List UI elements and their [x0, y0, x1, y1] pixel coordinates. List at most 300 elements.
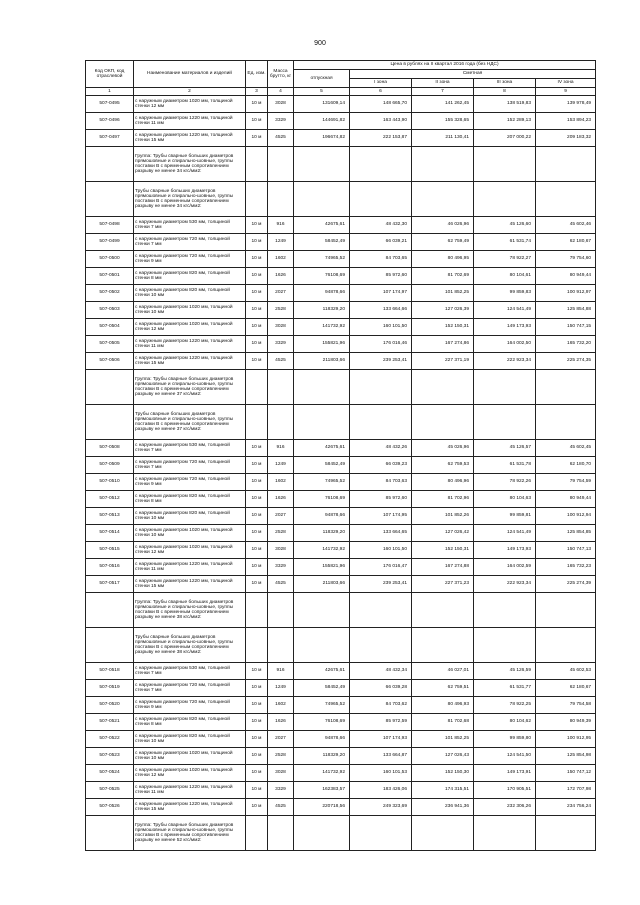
code-cell: 507-0510	[86, 474, 134, 491]
empty-cell	[412, 593, 474, 628]
unit-cell: 10 м	[246, 748, 268, 765]
mass-cell: 1626	[268, 268, 294, 285]
release-price-cell: 162383,57	[294, 782, 350, 799]
name-cell: с наружным диаметром 530 мм, толщиной стенки 7 мм	[134, 217, 246, 234]
unit-cell: 10 м	[246, 782, 268, 799]
zone-3-price-cell: 149 173,93	[474, 319, 536, 336]
table-row	[86, 474, 596, 491]
zone-1-price-cell: 107 174,95	[350, 508, 412, 525]
header-zone-3: III зона	[474, 79, 536, 88]
code-cell: 507-0522	[86, 731, 134, 748]
release-price-cell: 58452,49	[294, 680, 350, 697]
unit-cell: 10 м	[246, 113, 268, 130]
empty-cell	[474, 182, 536, 217]
zone-1-price-cell: 163 443,90	[350, 113, 412, 130]
unit-cell: 10 м	[246, 474, 268, 491]
zone-2-price-cell: 101 852,26	[412, 508, 474, 525]
zone-2-price-cell: 62 759,53	[412, 457, 474, 474]
table-row	[86, 799, 596, 816]
release-price-cell: 211803,66	[294, 353, 350, 370]
mass-cell: 2528	[268, 525, 294, 542]
group-row	[86, 593, 596, 628]
code-cell	[86, 593, 134, 628]
empty-cell	[412, 628, 474, 663]
name-cell: с наружным диаметром 1020 мм, толщиной стенки 10 мм	[134, 302, 246, 319]
release-price-cell: 220718,56	[294, 799, 350, 816]
unit-cell: 10 м	[246, 234, 268, 251]
name-cell: с наружным диаметром 1220 мм, толщиной стенки 11 мм	[134, 782, 246, 799]
group-name-cell: Группа: Трубы сварные больших диаметров прямошовные и спирально-шовные, группы поставки В с временным сопротивлением разрыву не менее 34 кгс/мм2:	[134, 147, 246, 182]
table-row	[86, 217, 596, 234]
table-row	[86, 113, 596, 130]
code-cell: 507-0508	[86, 440, 134, 457]
mass-cell: 1249	[268, 457, 294, 474]
unit-cell: 10 м	[246, 302, 268, 319]
unit-cell: 10 м	[246, 96, 268, 113]
zone-2-price-cell: 167 274,88	[412, 559, 474, 576]
table-row	[86, 765, 596, 782]
empty-cell	[350, 816, 412, 851]
mass-cell: 4525	[268, 353, 294, 370]
empty-cell	[268, 628, 294, 663]
zone-3-price-cell: 99 859,83	[474, 285, 536, 302]
zone-4-price-cell: 100 912,95	[536, 731, 596, 748]
empty-cell	[536, 370, 596, 405]
name-cell: с наружным диаметром 1220 мм, толщиной стенки 15 мм	[134, 130, 246, 147]
zone-4-price-cell: 172 707,98	[536, 782, 596, 799]
empty-cell	[268, 182, 294, 217]
code-cell	[86, 370, 134, 405]
zone-2-price-cell: 81 702,69	[412, 268, 474, 285]
empty-cell	[246, 182, 268, 217]
release-price-cell: 155821,96	[294, 559, 350, 576]
zone-2-price-cell: 141 262,45	[412, 96, 474, 113]
name-cell: с наружным диаметром 820 мм, толщиной стенки 8 мм	[134, 268, 246, 285]
mass-cell: 3329	[268, 559, 294, 576]
empty-cell	[246, 370, 268, 405]
unit-cell: 10 м	[246, 542, 268, 559]
code-cell: 507-0512	[86, 491, 134, 508]
zone-3-price-cell: 45 126,60	[474, 217, 536, 234]
empty-cell	[474, 370, 536, 405]
empty-cell	[268, 147, 294, 182]
table-row	[86, 663, 596, 680]
empty-cell	[350, 370, 412, 405]
header-price-caption: Цена в рублях на II квартал 2016 года (без НДС)	[294, 61, 596, 70]
empty-cell	[350, 628, 412, 663]
zone-2-price-cell: 127 026,39	[412, 302, 474, 319]
empty-cell	[246, 405, 268, 440]
zone-3-price-cell: 80 104,62	[474, 714, 536, 731]
zone-4-price-cell: 79 754,58	[536, 697, 596, 714]
zone-4-price-cell: 100 912,97	[536, 285, 596, 302]
zone-2-price-cell: 152 150,31	[412, 542, 474, 559]
zone-4-price-cell: 139 978,49	[536, 96, 596, 113]
zone-3-price-cell: 99 859,81	[474, 508, 536, 525]
name-cell: с наружным диаметром 720 мм, толщиной стенки 9 мм	[134, 697, 246, 714]
zone-1-price-cell: 84 703,65	[350, 251, 412, 268]
group-row	[86, 405, 596, 440]
zone-3-price-cell: 61 531,77	[474, 680, 536, 697]
empty-cell	[412, 182, 474, 217]
zone-3-price-cell: 80 104,61	[474, 268, 536, 285]
zone-2-price-cell: 45 026,96	[412, 440, 474, 457]
zone-3-price-cell: 78 922,25	[474, 697, 536, 714]
unit-cell: 10 м	[246, 336, 268, 353]
group-name-cell: Трубы сварные больших диаметров прямошовные и спирально-шовные, группы поставки В с временным сопротивлением разрыву не менее 37 кгс/мм2:	[134, 405, 246, 440]
zone-4-price-cell: 150 747,13	[536, 542, 596, 559]
release-price-cell: 141732,92	[294, 319, 350, 336]
empty-cell	[536, 182, 596, 217]
zone-4-price-cell: 79 754,59	[536, 474, 596, 491]
group-row	[86, 370, 596, 405]
zone-3-price-cell: 207 000,22	[474, 130, 536, 147]
zone-2-price-cell: 101 852,25	[412, 285, 474, 302]
empty-cell	[246, 628, 268, 663]
release-price-cell: 118329,20	[294, 748, 350, 765]
zone-4-price-cell: 45 602,45	[536, 440, 596, 457]
name-cell: с наружным диаметром 820 мм, толщиной стенки 8 мм	[134, 491, 246, 508]
empty-cell	[246, 816, 268, 851]
zone-3-price-cell: 124 541,50	[474, 748, 536, 765]
name-cell: с наружным диаметром 1020 мм, толщиной стенки 12 мм	[134, 319, 246, 336]
unit-cell: 10 м	[246, 491, 268, 508]
zone-3-price-cell: 45 126,59	[474, 663, 536, 680]
empty-cell	[294, 628, 350, 663]
mass-cell: 3028	[268, 542, 294, 559]
zone-2-price-cell: 211 130,41	[412, 130, 474, 147]
header-unit: Ед. изм.	[246, 61, 268, 88]
zone-3-price-cell: 222 923,34	[474, 576, 536, 593]
zone-2-price-cell: 80 496,93	[412, 697, 474, 714]
empty-cell	[350, 182, 412, 217]
group-row	[86, 182, 596, 217]
empty-cell	[412, 147, 474, 182]
code-cell: 507-0496	[86, 113, 134, 130]
zone-1-price-cell: 160 101,53	[350, 765, 412, 782]
empty-cell	[294, 405, 350, 440]
code-cell: 507-0498	[86, 217, 134, 234]
table-row	[86, 680, 596, 697]
code-cell: 507-0500	[86, 251, 134, 268]
unit-cell: 10 м	[246, 457, 268, 474]
header-estimate-price: Сметная	[350, 70, 596, 79]
name-cell: с наружным диаметром 1220 мм, толщиной стенки 11 мм	[134, 113, 246, 130]
release-price-cell: 94878,66	[294, 285, 350, 302]
zone-1-price-cell: 239 253,41	[350, 576, 412, 593]
release-price-cell: 74965,52	[294, 697, 350, 714]
empty-cell	[350, 405, 412, 440]
zone-2-price-cell: 46 026,96	[412, 217, 474, 234]
empty-cell	[412, 405, 474, 440]
zone-1-price-cell: 48 432,26	[350, 440, 412, 457]
release-price-cell: 42675,61	[294, 217, 350, 234]
zone-2-price-cell: 80 496,96	[412, 474, 474, 491]
table-row	[86, 319, 596, 336]
group-row	[86, 147, 596, 182]
unit-cell: 10 м	[246, 217, 268, 234]
zone-1-price-cell: 160 101,50	[350, 319, 412, 336]
code-cell: 507-0526	[86, 799, 134, 816]
name-cell: с наружным диаметром 820 мм, толщиной стенки 10 мм	[134, 731, 246, 748]
empty-cell	[350, 593, 412, 628]
code-cell	[86, 147, 134, 182]
table-row	[86, 302, 596, 319]
mass-cell: 1602	[268, 697, 294, 714]
header-mass: Масса брутто, кг	[268, 61, 294, 88]
zone-2-price-cell: 46 027,01	[412, 663, 474, 680]
name-cell: с наружным диаметром 720 мм, толщиной стенки 7 мм	[134, 680, 246, 697]
page-number: 900	[314, 40, 326, 47]
release-price-cell: 118329,20	[294, 525, 350, 542]
zone-4-price-cell: 62 180,67	[536, 680, 596, 697]
code-cell: 507-0504	[86, 319, 134, 336]
unit-cell: 10 м	[246, 731, 268, 748]
name-cell: с наружным диаметром 820 мм, толщиной стенки 10 мм	[134, 508, 246, 525]
zone-2-price-cell: 127 026,43	[412, 748, 474, 765]
code-cell: 507-0509	[86, 457, 134, 474]
empty-cell	[474, 147, 536, 182]
mass-cell: 3028	[268, 96, 294, 113]
unit-cell: 10 м	[246, 680, 268, 697]
unit-cell: 10 м	[246, 663, 268, 680]
table-row	[86, 525, 596, 542]
empty-cell	[474, 628, 536, 663]
table-row	[86, 491, 596, 508]
zone-1-price-cell: 148 665,70	[350, 96, 412, 113]
empty-cell	[412, 816, 474, 851]
mass-cell: 3329	[268, 782, 294, 799]
release-price-cell: 42675,61	[294, 663, 350, 680]
zone-1-price-cell: 239 253,41	[350, 353, 412, 370]
mass-cell: 4525	[268, 130, 294, 147]
zone-1-price-cell: 85 972,60	[350, 268, 412, 285]
table-row	[86, 234, 596, 251]
code-cell: 507-0518	[86, 663, 134, 680]
zone-3-price-cell: 80 104,63	[474, 491, 536, 508]
zone-3-price-cell: 78 922,27	[474, 251, 536, 268]
header-zone-1: I зона	[350, 79, 412, 88]
price-table	[85, 60, 596, 851]
release-price-cell: 74965,52	[294, 251, 350, 268]
code-cell: 507-0505	[86, 336, 134, 353]
name-cell: с наружным диаметром 530 мм, толщиной стенки 7 мм	[134, 663, 246, 680]
release-price-cell: 76108,69	[294, 491, 350, 508]
release-price-cell: 141732,92	[294, 765, 350, 782]
group-name-cell: Трубы сварные больших диаметров прямошовные и спирально-шовные, группы поставки В с временным сопротивлением разрыву не менее 34 кгс/мм2:	[134, 182, 246, 217]
zone-3-price-cell: 61 531,78	[474, 457, 536, 474]
zone-4-price-cell: 125 854,98	[536, 748, 596, 765]
group-name-cell: Трубы сварные больших диаметров прямошовные и спирально-шовные, группы поставки В с временным сопротивлением разрыву не менее 38 кгс/мм2:	[134, 628, 246, 663]
zone-4-price-cell: 209 183,32	[536, 130, 596, 147]
mass-cell: 1602	[268, 251, 294, 268]
zone-2-price-cell: 80 496,95	[412, 251, 474, 268]
group-name-cell: Группа: Трубы сварные больших диаметров прямошовные и спирально-шовные, группы поставки В с временным сопротивлением разрыву не менее 38 кгс/мм2:	[134, 593, 246, 628]
zone-2-price-cell: 155 328,65	[412, 113, 474, 130]
mass-cell: 2027	[268, 285, 294, 302]
zone-4-price-cell: 125 854,85	[536, 525, 596, 542]
zone-4-price-cell: 165 732,20	[536, 336, 596, 353]
name-cell: с наружным диаметром 720 мм, толщиной стенки 9 мм	[134, 474, 246, 491]
zone-1-price-cell: 160 101,50	[350, 542, 412, 559]
table-row	[86, 782, 596, 799]
zone-2-price-cell: 152 150,30	[412, 765, 474, 782]
zone-4-price-cell: 62 180,67	[536, 234, 596, 251]
name-cell: с наружным диаметром 1020 мм, толщиной стенки 12 мм	[134, 96, 246, 113]
table-row	[86, 714, 596, 731]
zone-2-price-cell: 227 371,23	[412, 576, 474, 593]
release-price-cell: 76108,69	[294, 714, 350, 731]
name-cell: с наружным диаметром 820 мм, толщиной стенки 8 мм	[134, 714, 246, 731]
empty-cell	[246, 593, 268, 628]
header-zone-2: II зона	[412, 79, 474, 88]
mass-cell: 4525	[268, 799, 294, 816]
release-price-cell: 58452,49	[294, 234, 350, 251]
column-numbers-row	[86, 88, 596, 96]
empty-cell	[350, 147, 412, 182]
code-cell	[86, 405, 134, 440]
code-cell: 507-0519	[86, 680, 134, 697]
zone-1-price-cell: 176 016,46	[350, 336, 412, 353]
table-row	[86, 559, 596, 576]
table-row	[86, 353, 596, 370]
zone-1-price-cell: 48 432,34	[350, 663, 412, 680]
zone-4-price-cell: 100 912,94	[536, 508, 596, 525]
empty-cell	[536, 405, 596, 440]
name-cell: с наружным диаметром 720 мм, толщиной стенки 7 мм	[134, 457, 246, 474]
zone-1-price-cell: 183 426,06	[350, 782, 412, 799]
empty-cell	[294, 370, 350, 405]
zone-2-price-cell: 167 274,86	[412, 336, 474, 353]
mass-cell: 3329	[268, 113, 294, 130]
zone-1-price-cell: 133 664,65	[350, 525, 412, 542]
header-name: Наименование материалов и изделий	[134, 61, 246, 88]
empty-cell	[294, 816, 350, 851]
column-number: 5	[294, 88, 350, 96]
zone-4-price-cell: 225 274,39	[536, 576, 596, 593]
column-number: 1	[86, 88, 134, 96]
empty-cell	[246, 147, 268, 182]
name-cell: с наружным диаметром 720 мм, толщиной стенки 9 мм	[134, 251, 246, 268]
zone-1-price-cell: 133 664,66	[350, 302, 412, 319]
unit-cell: 10 м	[246, 799, 268, 816]
zone-2-price-cell: 152 150,31	[412, 319, 474, 336]
code-cell: 507-0497	[86, 130, 134, 147]
zone-2-price-cell: 62 759,49	[412, 234, 474, 251]
empty-cell	[294, 147, 350, 182]
header-zone-4: IV зона	[536, 79, 596, 88]
zone-3-price-cell: 149 173,93	[474, 542, 536, 559]
empty-cell	[536, 628, 596, 663]
empty-cell	[412, 370, 474, 405]
mass-cell: 916	[268, 440, 294, 457]
zone-4-price-cell: 80 949,44	[536, 491, 596, 508]
name-cell: с наружным диаметром 1020 мм, толщиной стенки 10 мм	[134, 525, 246, 542]
release-price-cell: 74965,52	[294, 474, 350, 491]
release-price-cell: 155821,96	[294, 336, 350, 353]
empty-cell	[268, 593, 294, 628]
empty-cell	[294, 593, 350, 628]
mass-cell: 916	[268, 663, 294, 680]
mass-cell: 1249	[268, 680, 294, 697]
table-row	[86, 268, 596, 285]
name-cell: с наружным диаметром 530 мм, толщиной стенки 7 мм	[134, 440, 246, 457]
release-price-cell: 42675,61	[294, 440, 350, 457]
unit-cell: 10 м	[246, 714, 268, 731]
empty-cell	[536, 593, 596, 628]
mass-cell: 3028	[268, 319, 294, 336]
table-row	[86, 508, 596, 525]
unit-cell: 10 м	[246, 765, 268, 782]
code-cell: 507-0520	[86, 697, 134, 714]
zone-4-price-cell: 165 732,23	[536, 559, 596, 576]
unit-cell: 10 м	[246, 440, 268, 457]
mass-cell: 2027	[268, 508, 294, 525]
name-cell: с наружным диаметром 820 мм, толщиной стенки 10 мм	[134, 285, 246, 302]
unit-cell: 10 м	[246, 576, 268, 593]
unit-cell: 10 м	[246, 130, 268, 147]
table-row	[86, 697, 596, 714]
zone-1-price-cell: 133 664,87	[350, 748, 412, 765]
unit-cell: 10 м	[246, 268, 268, 285]
mass-cell: 1602	[268, 474, 294, 491]
zone-4-price-cell: 150 747,12	[536, 765, 596, 782]
release-price-cell: 76108,69	[294, 268, 350, 285]
zone-2-price-cell: 81 702,96	[412, 491, 474, 508]
name-cell: с наружным диаметром 1220 мм, толщиной стенки 15 мм	[134, 576, 246, 593]
header-code: Код ОКП, код отраслевой	[86, 61, 134, 88]
zone-3-price-cell: 45 126,57	[474, 440, 536, 457]
zone-3-price-cell: 124 541,49	[474, 525, 536, 542]
zone-2-price-cell: 62 759,51	[412, 680, 474, 697]
table-row	[86, 440, 596, 457]
unit-cell: 10 м	[246, 319, 268, 336]
zone-2-price-cell: 101 852,25	[412, 731, 474, 748]
table-row	[86, 748, 596, 765]
code-cell: 507-0506	[86, 353, 134, 370]
release-price-cell: 211803,66	[294, 576, 350, 593]
empty-cell	[536, 147, 596, 182]
header-release-price: отпускная	[294, 70, 350, 88]
empty-cell	[474, 593, 536, 628]
mass-cell: 4525	[268, 576, 294, 593]
zone-3-price-cell: 138 519,83	[474, 96, 536, 113]
code-cell: 507-0524	[86, 765, 134, 782]
code-cell: 507-0502	[86, 285, 134, 302]
table-row	[86, 336, 596, 353]
code-cell: 507-0499	[86, 234, 134, 251]
zone-3-price-cell: 164 002,59	[474, 559, 536, 576]
zone-1-price-cell: 48 432,30	[350, 217, 412, 234]
table-row	[86, 96, 596, 113]
zone-4-price-cell: 234 756,24	[536, 799, 596, 816]
code-cell: 507-0513	[86, 508, 134, 525]
column-number: 7	[412, 88, 474, 96]
column-number: 2	[134, 88, 246, 96]
zone-2-price-cell: 127 026,42	[412, 525, 474, 542]
name-cell: с наружным диаметром 1220 мм, толщиной стенки 15 мм	[134, 799, 246, 816]
unit-cell: 10 м	[246, 525, 268, 542]
column-number: 8	[474, 88, 536, 96]
code-cell: 507-0517	[86, 576, 134, 593]
empty-cell	[474, 405, 536, 440]
unit-cell: 10 м	[246, 285, 268, 302]
zone-3-price-cell: 152 289,13	[474, 113, 536, 130]
column-number: 4	[268, 88, 294, 96]
zone-3-price-cell: 78 922,26	[474, 474, 536, 491]
code-cell: 507-0495	[86, 96, 134, 113]
zone-1-price-cell: 249 323,69	[350, 799, 412, 816]
